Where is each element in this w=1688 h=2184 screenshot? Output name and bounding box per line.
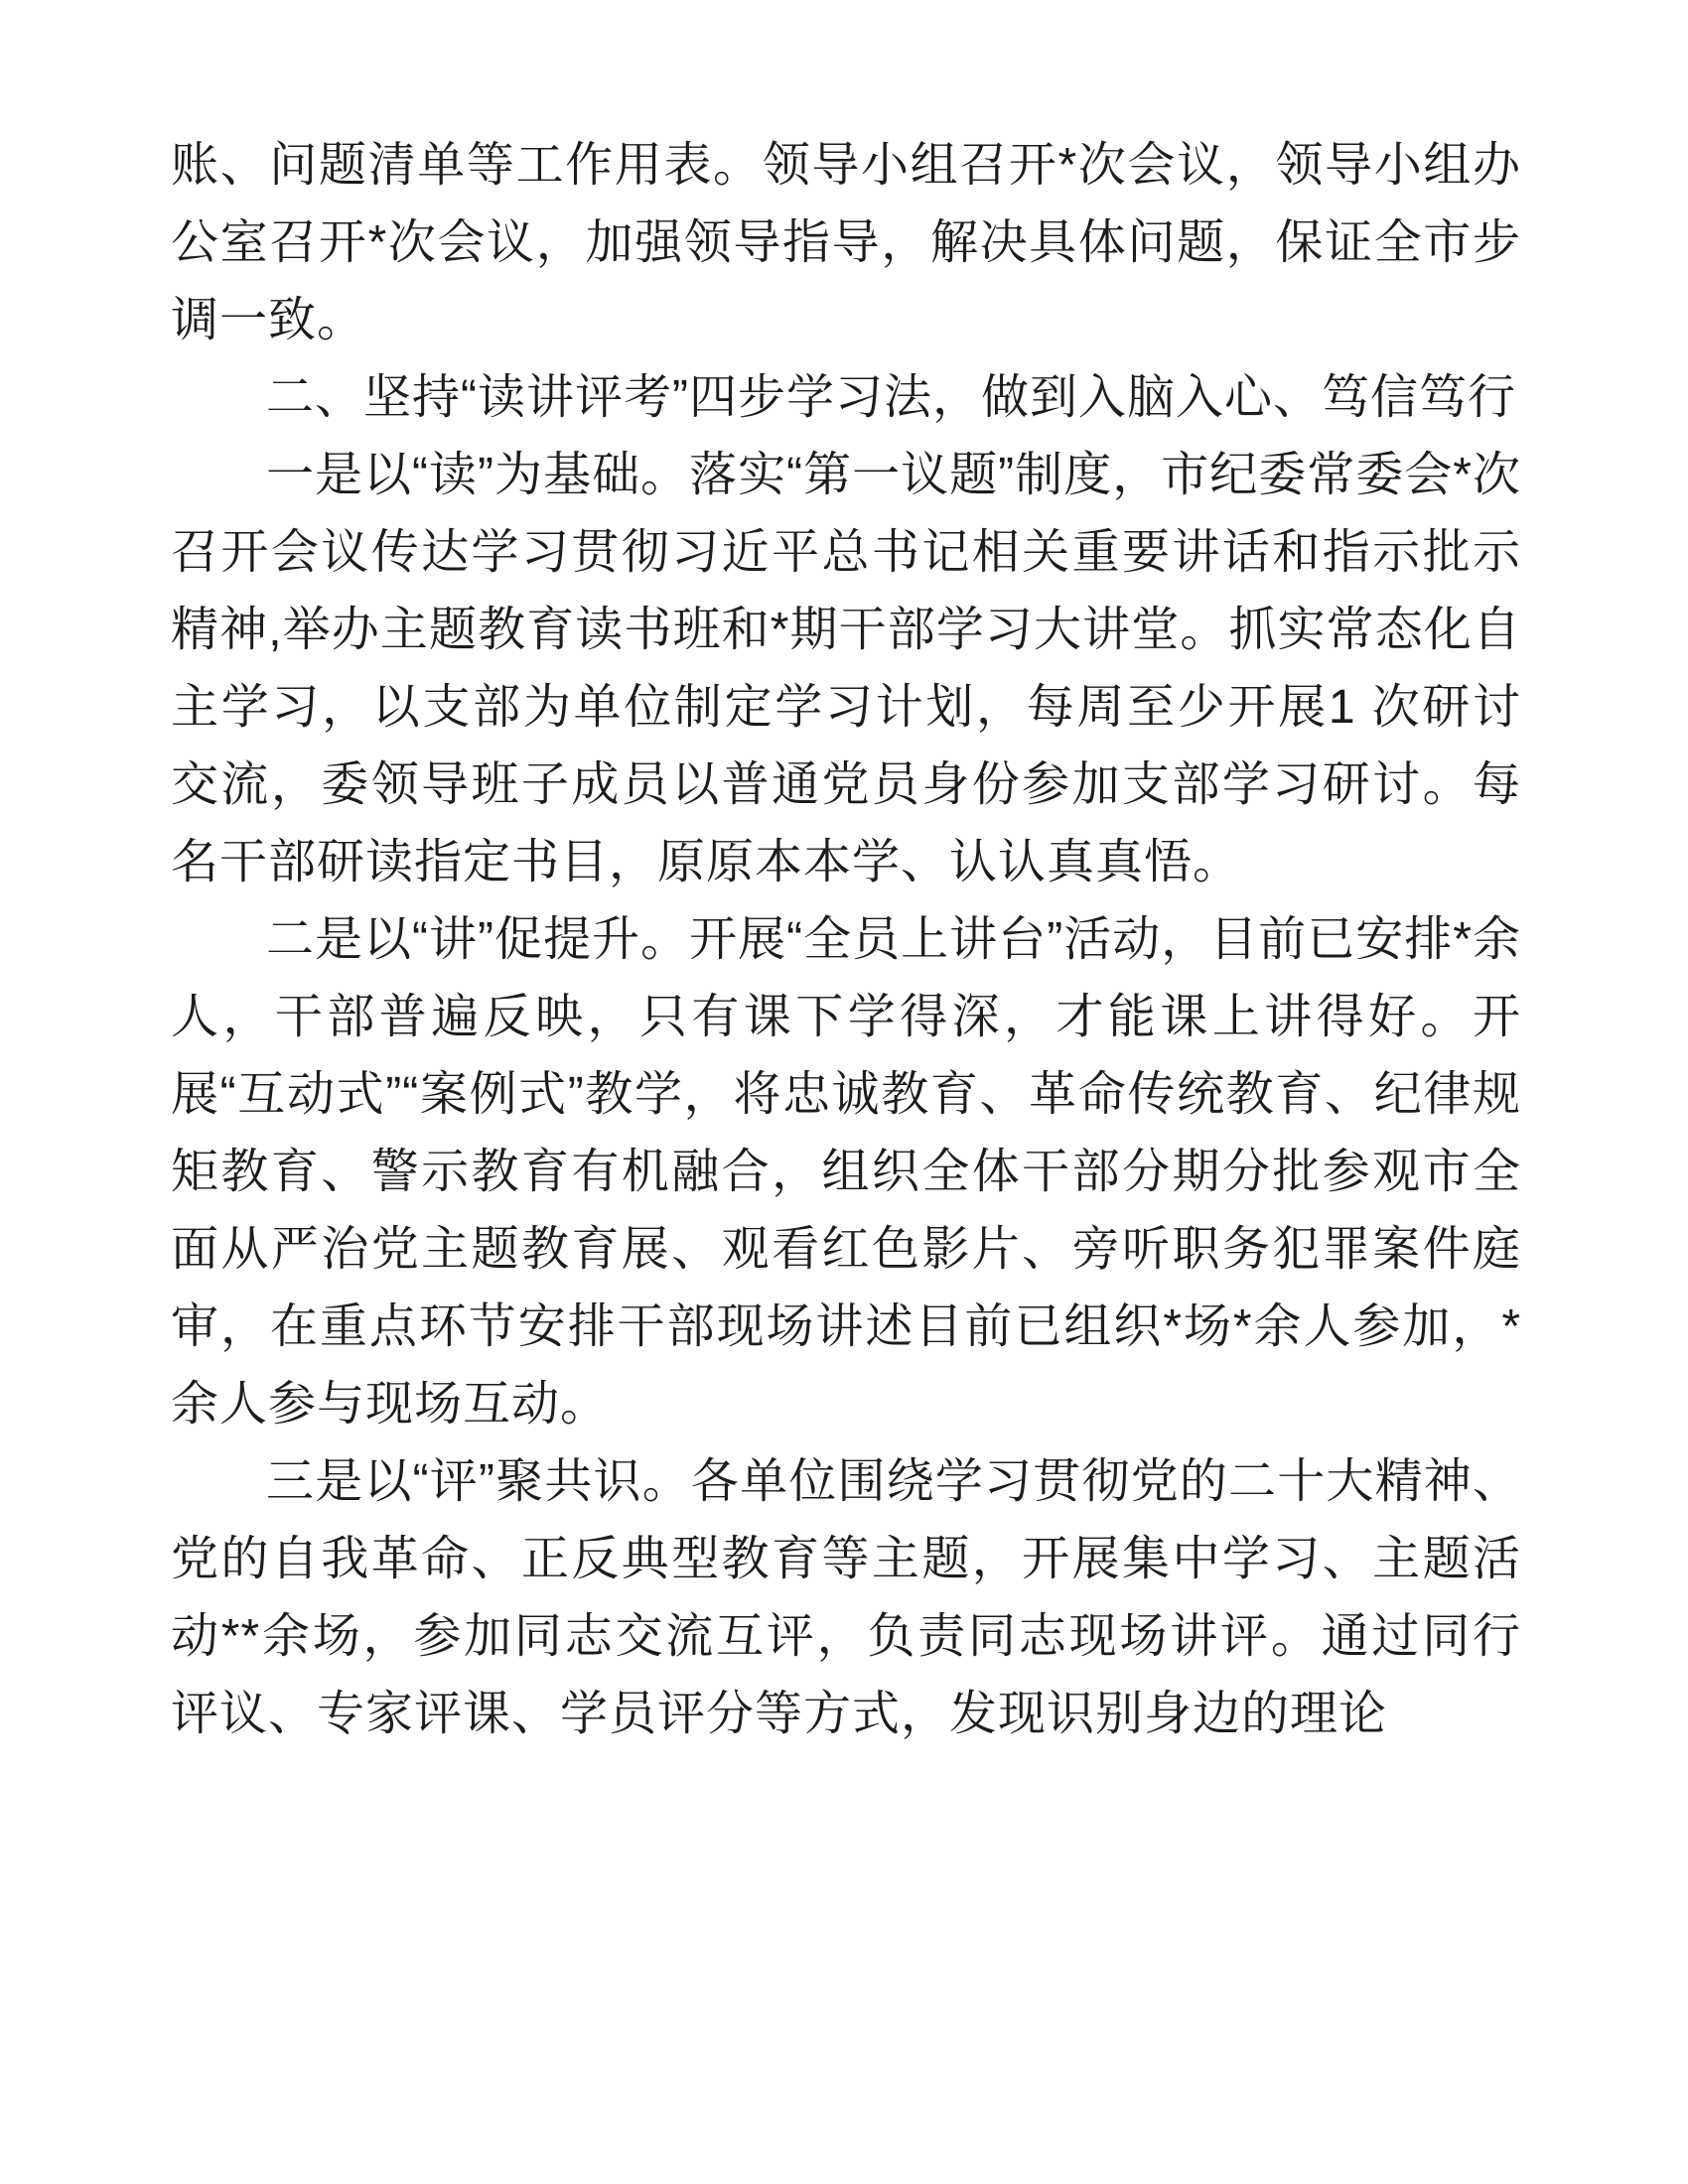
paragraph-speak: 二是以“讲”促提升。开展“全员上讲台”活动，目前已安排*余人，干部普遍反映，只有课下学得深，才能课上讲得好。开展“互动式”“案例式”教学，将忠诚教育、革命传统教育、纪律规矩教育、警示教育有机融合，组织全体干部分期分批参观市全面从严治党主题教育展、观看红色影片、旁听职务犯罪案件庭审，在重点环节安排干部现场讲述目前已组织*场*余人参加，*余人参与现场互动。 bbox=[171, 913, 1521, 1431]
paragraph-continuation: 账、问题清单等工作用表。领导小组召开*次会议，领导小组办公室召开*次会议，加强领导指导，解决具体问题，保证全市步调一致。 bbox=[171, 139, 1521, 346]
paragraph-read: 一是以“读”为基础。落实“第一议题”制度，市纪委常委会*次召开会议传达学习贯彻习近平总书记相关重要讲话和指示批示精神,举办主题教育读书班和*期干部学习大讲堂。抓实常态化自主学习，以支部为单位制定学习计划，每周至少开展1 次研讨交流，委领导班子成员以普通党员身份参加支部学习研讨。每名干部研读指定书目，原原本本学、认认真真悟。 bbox=[171, 449, 1521, 888]
section-heading: 二、坚持“读讲评考”四步学习法，做到入脑入心、笃信笃行 bbox=[266, 371, 1516, 424]
paragraph-evaluate: 三是以“评”聚共识。各单位围绕学习贯彻党的二十大精神、党的自我革命、正反典型教育等主题，开展集中学习、主题活动**余场，参加同志交流互评，负责同志现场讲评。通过同行评议、专家评课、学员评分等方式，发现识别身边的理论 bbox=[171, 1455, 1521, 1740]
document-body bbox=[171, 127, 1521, 1753]
